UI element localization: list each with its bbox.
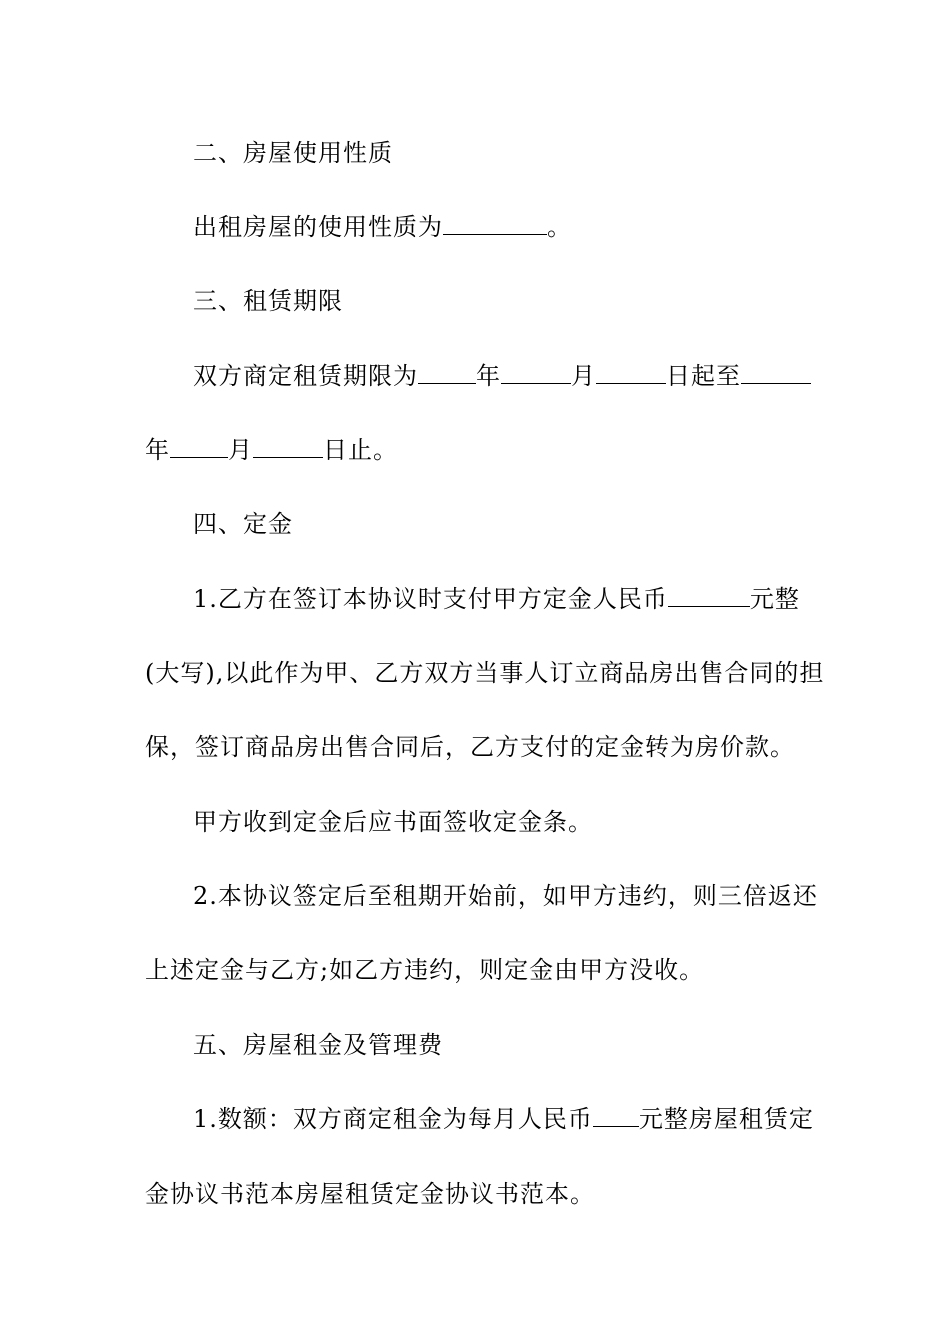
text: 元整 [749,585,800,613]
fill-blank [418,361,476,384]
paragraph-deposit-line2: (大写),以此作为甲、乙方双方当事人订立商品房出售合同的担 [145,659,825,687]
section-heading-usage [193,138,810,168]
fill-blank [596,361,666,384]
fill-blank [170,435,228,458]
section-heading-rent [193,1030,810,1060]
text: 元整房屋租赁定 [638,1105,814,1133]
text: 三、租赁期限 [193,287,343,315]
fill-blank [668,584,750,607]
text: 年 [476,362,501,390]
paragraph-rent-line2: 金协议书范本房屋租赁定金协议书范本。 [145,1180,595,1208]
paragraph-deposit-line1 [193,584,810,614]
text: 五、房屋租金及管理费 [193,1031,443,1059]
section-heading-term [193,286,810,316]
text: 双方商定租赁期限为 [193,362,418,390]
paragraph-rent-line1 [193,1104,814,1134]
fill-blank [741,361,811,384]
fill-blank [443,212,547,235]
paragraph-term-line2 [145,435,810,465]
text: 月 [228,436,253,464]
paragraph-deposit2-line1: 2.本协议签定后至租期开始前，如甲方违约，则三倍返还 [193,882,818,910]
text: 年 [145,436,170,464]
text: 日止。 [323,436,398,464]
paragraph-usage [193,212,810,242]
paragraph-term-line1 [193,361,810,391]
section-heading-deposit [193,509,810,539]
paragraph-deposit2-line2: 上述定金与乙方;如乙方违约，则定金由甲方没收。 [145,956,705,984]
text: 1.乙方在签订本协议时支付甲方定金人民币 [193,585,668,613]
fill-blank [593,1104,639,1127]
text: 。 [547,213,572,241]
text: 四、定金 [193,510,293,538]
paragraph-deposit-receipt: 甲方收到定金后应书面签收定金条。 [193,808,593,836]
text: 二、房屋使用性质 [193,139,393,167]
paragraph-deposit-line3: 保，签订商品房出售合同后，乙方支付的定金转为房价款。 [145,733,795,761]
text: 1.数额：双方商定租金为每月人民币 [193,1105,593,1133]
text: 出租房屋的使用性质为 [193,213,443,241]
fill-blank [501,361,571,384]
text: 月 [571,362,596,390]
text: 日起至 [666,362,741,390]
fill-blank [253,435,323,458]
